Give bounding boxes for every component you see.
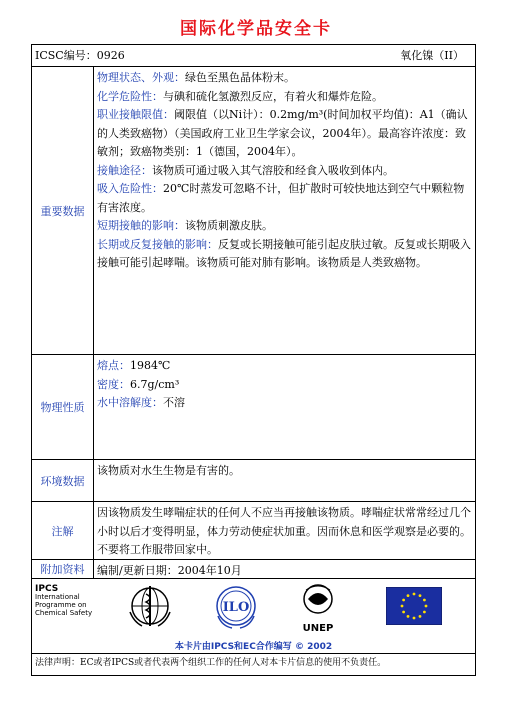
physical-item: 熔点：1984℃ [97, 359, 171, 372]
environment-row [32, 460, 475, 502]
important-item: 化学危险性：与碘和硫化氢激烈反应，有着火和爆炸危险。 [97, 89, 383, 103]
eu-flag-icon [386, 587, 442, 625]
icsc-number: ICSC编号：0926 [35, 49, 125, 62]
svg-text:ILO: ILO [222, 600, 250, 615]
notes-row [32, 502, 475, 560]
chemical-name: 氧化镍（II） [400, 49, 464, 62]
notes-content: 因该物质发生哮喘症状的任何人不应当再接触该物质。哮喘症状常常经过几个小时以后才变得明显，体力劳动使症状加重。因而休息和医学观察是必要的。不要将工作服带回家中。 [97, 506, 471, 556]
physical-item: 水中溶解度：不溶 [97, 396, 185, 409]
card-title: 国际化学品安全卡 [180, 19, 332, 39]
notes-label: 注解 [32, 502, 94, 559]
important-item: 长期或反复接触的影响：反复或长期接触可能引起皮肤过敏。反复或长期吸入接触可能引起哮喘。该物质可能对肺有影响。该物质是人类致癌物。 [97, 237, 471, 269]
important-item: 物理状态、外观：绿色至黑色晶体粉末。 [97, 71, 295, 84]
footer-credit: 本卡片由IPCS和EC合作编写 © 2002 [174, 642, 333, 652]
important-item: 职业接触限值：阈限值（以Ni计）：0.2mg/m³(时间加权平均值)：A1（确认的人类致癌物）（美国政府工业卫生学家会议，2004年）。最高容许浓度：致敏剂；致癌物类别：1（德国，2004年）。 [97, 108, 468, 158]
important-item: 短期接触的影响：该物质刺激皮肤。 [97, 219, 273, 232]
legal-row [32, 654, 475, 675]
important-data-label: 重要数据 [32, 67, 94, 354]
extra-row [32, 560, 475, 579]
physical-label: 物理性质 [32, 355, 94, 459]
who-emblem-icon [126, 582, 174, 630]
physical-row [32, 355, 475, 460]
safety-card [31, 44, 476, 676]
logos-row [32, 579, 475, 654]
physical-item: 密度：6.7g/cm³ [97, 377, 180, 391]
extra-content: 编制/更新日期：2004年10月 [97, 564, 242, 577]
extra-label: 附加资料 [32, 560, 94, 578]
important-data-content [95, 67, 475, 354]
important-item: 吸入危险性：20℃时蒸发可忽略不计，但扩散时可较快地达到空气中颗粒物有害浓度。 [97, 182, 465, 214]
header-row [32, 45, 475, 67]
legal-notice: 法律声明：EC或者IPCS或者代表两个组织工作的任何人对本卡片信息的使用不负责任。 [35, 658, 387, 668]
important-item: 接触途径：该物质可通过吸入其气溶胶和经食入吸收到体内。 [97, 163, 394, 177]
ipcs-logo: IPCS International Programme on Chemical Safety [35, 584, 93, 617]
environment-label: 环境数据 [32, 460, 94, 501]
important-data-row [32, 67, 475, 355]
physical-content [95, 355, 475, 459]
environment-content: 该物质对水生生物是有害的。 [97, 464, 240, 477]
ilo-emblem-icon [212, 582, 260, 630]
unep-label: UNEP [302, 623, 334, 634]
unep-emblem-icon [294, 582, 342, 624]
